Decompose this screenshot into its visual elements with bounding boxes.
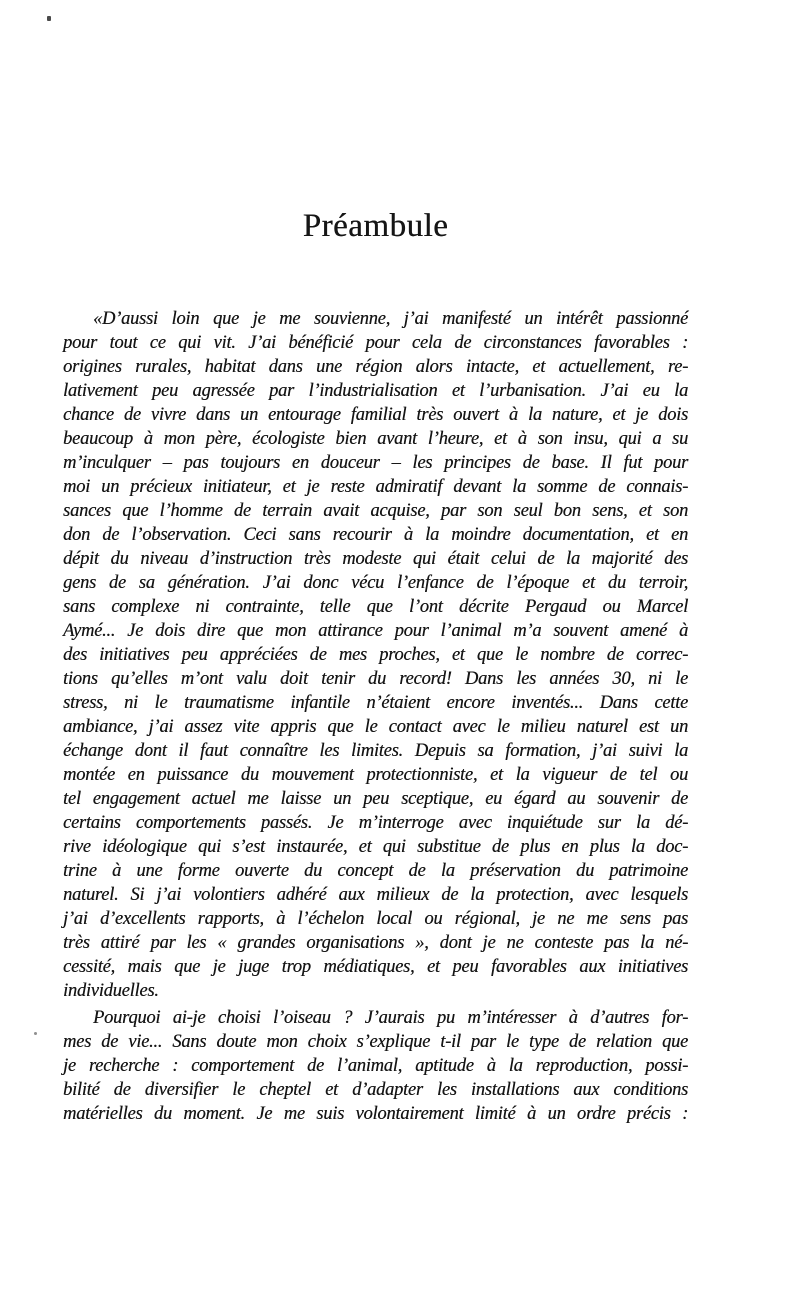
text-line: très attiré par les « grandes organisations », dont je ne conteste pas la né- (63, 933, 688, 953)
text-line: dépit du niveau d’instruction très modeste qui était celui de la majorité des (63, 549, 688, 569)
text-line: individuelles. (63, 981, 159, 1001)
text-line: «D’aussi loin que je me souvienne, j’ai manifesté un intérêt passionné (93, 309, 688, 329)
text-line: moi un précieux initiateur, et je reste admiratif devant la somme de connais- (63, 477, 688, 497)
paragraph (63, 1006, 688, 1126)
text-line: origines rurales, habitat dans une région alors intacte, et actuellement, re- (63, 357, 688, 377)
text-line: trine à une forme ouverte du concept de la préservation du patrimoine (63, 861, 688, 881)
text-line: rive idéologique qui s’est instaurée, et qui substitue de plus en plus la doc- (63, 837, 688, 857)
paragraph (63, 307, 688, 1003)
chapter-title: Préambule (302, 208, 449, 244)
text-line: gens de sa génération. J’ai donc vécu l’enfance de l’époque et du terroir, (63, 573, 688, 593)
text-line: sans complexe ni contrainte, telle que l’ont décrite Pergaud ou Marcel (63, 597, 688, 617)
text-line: mes de vie... Sans doute mon choix s’explique t-il par le type de relation que (63, 1032, 688, 1052)
text-line: certains comportements passés. Je m’interroge avec inquiétude sur la dé- (63, 813, 688, 833)
text-line: lativement peu agressée par l’industrialisation et l’urbanisation. J’ai eu la (63, 381, 688, 401)
text-line: naturel. Si j’ai volontiers adhéré aux milieux de la protection, avec lesquels (63, 885, 688, 905)
text-line: sances que l’homme de terrain avait acquise, par son seul bon sens, et son (63, 501, 688, 521)
text-line: pour tout ce qui vit. J’ai bénéficié pour cela de circonstances favorables : (63, 333, 688, 353)
text-line: cessité, mais que je juge trop médiatiques, et peu favorables aux initiatives (63, 957, 688, 977)
text-line: j’ai d’excellents rapports, à l’échelon local ou régional, je ne me sens pas (63, 909, 688, 929)
text-line: tel engagement actuel me laisse un peu sceptique, eu égard au souvenir de (63, 789, 688, 809)
text-line: bilité de diversifier le cheptel et d’adapter les installations aux conditions (63, 1080, 688, 1100)
text-line: ambiance, j’ai assez vite appris que le contact avec le milieu naturel est un (63, 717, 688, 737)
text-line: matérielles du moment. Je me suis volontairement limité à un ordre précis : (63, 1104, 688, 1124)
text-line: Pourquoi ai-je choisi l’oiseau ? J’aurais pu m’intéresser à d’autres for- (93, 1008, 688, 1028)
body-text (63, 307, 688, 1126)
scan-speck-icon (34, 1032, 37, 1035)
text-line: des initiatives peu appréciées de mes proches, et que le nombre de correc- (63, 645, 688, 665)
scan-speck-icon (47, 16, 51, 21)
text-line: don de l’observation. Ceci sans recourir à la moindre documentation, et en (63, 525, 688, 545)
text-line: stress, ni le traumatisme infantile n’étaient encore inventés... Dans cette (63, 693, 688, 713)
text-line: tions qu’elles m’ont valu doit tenir du record! Dans les années 30, ni le (63, 669, 688, 689)
text-line: échange dont il faut connaître les limites. Depuis sa formation, j’ai suivi la (63, 741, 688, 761)
text-line: chance de vivre dans un entourage familial très ouvert à la nature, et je dois (63, 405, 688, 425)
text-line: beaucoup à mon père, écologiste bien avant l’heure, et à son insu, qui a su (63, 429, 688, 449)
text-line: Aymé... Je dois dire que mon attirance pour l’animal m’a souvent amené à (63, 621, 688, 641)
text-line: je recherche : comportement de l’animal, aptitude à la reproduction, possi- (63, 1056, 688, 1076)
text-line: montée en puissance du mouvement protectionniste, et la vigueur de tel ou (63, 765, 688, 785)
text-line: m’inculquer – pas toujours en douceur – les principes de base. Il fut pour (63, 453, 688, 473)
